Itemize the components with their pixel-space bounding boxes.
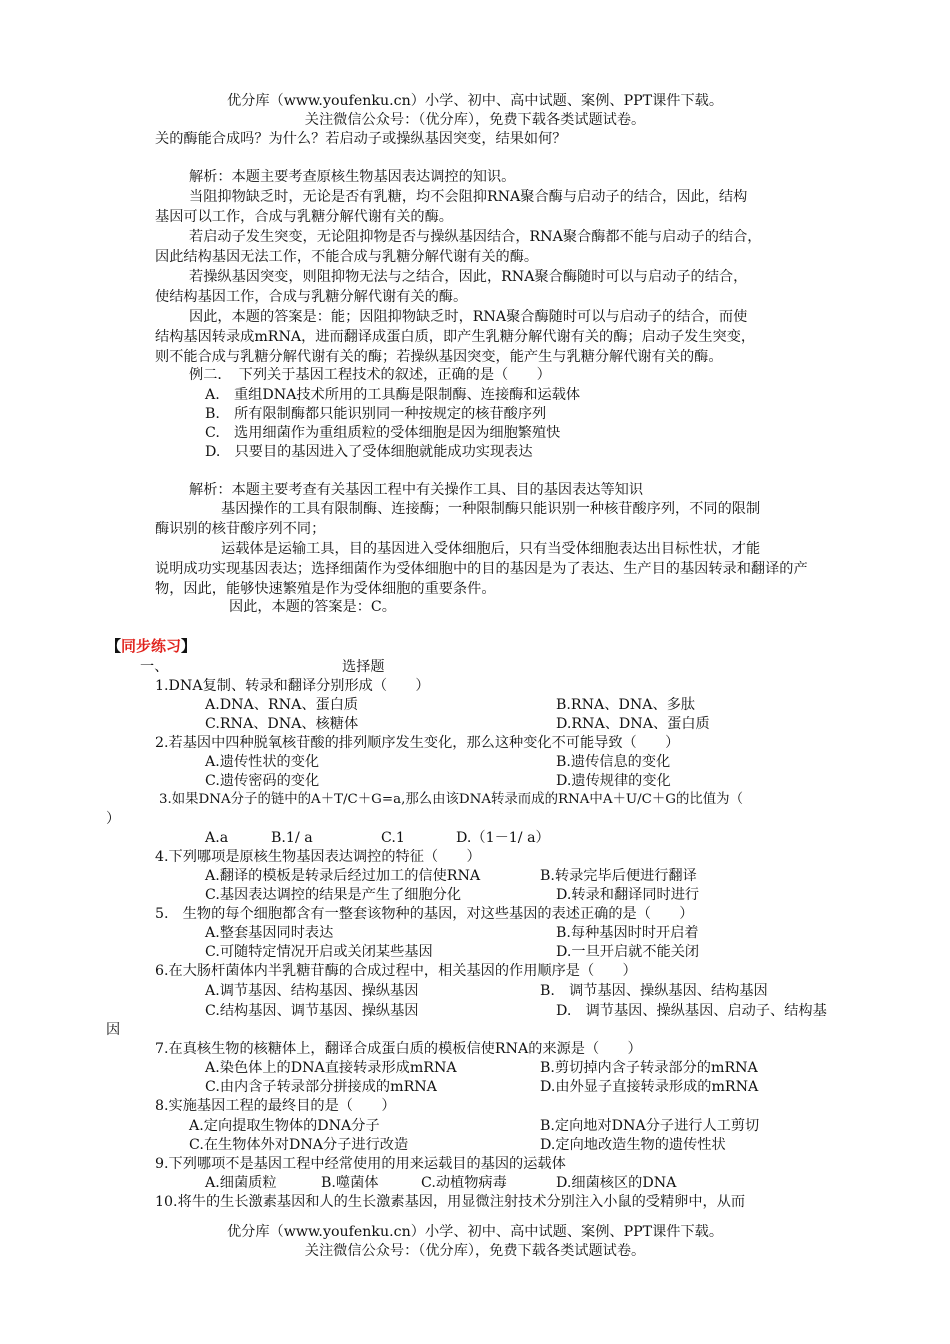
paragraph: 说明成功实现基因表达；选择细菌作为受体细胞中的目的基因是为了表达、生产目的基因转录和翻译的产 xyxy=(155,561,808,577)
option: D.遗传规律的变化 xyxy=(556,773,671,789)
example-option: A. 重组DNA技术所用的工具酶是限制酶、连接酶和运载体 xyxy=(205,387,581,403)
option: C.遗传密码的变化 xyxy=(205,773,320,789)
option: A.翻译的模板是转录后经过加工的信使RNA xyxy=(205,868,481,884)
page-footer-line2: 关注微信公众号：（优分库），免费下载各类试题试卷。 xyxy=(304,1243,646,1259)
option: A.定向提取生物体的DNA分子 xyxy=(189,1118,380,1134)
example-question: 例二． 下列关于基因工程技术的叙述，正确的是（ ） xyxy=(189,367,551,383)
bracket-open: 【 xyxy=(106,637,122,655)
option: D. 调节基因、操纵基因、启动子、结构基 xyxy=(556,1003,827,1019)
paragraph: 结构基因转录成mRNA，进而翻译成蛋白质，即产生乳糖分解代谢有关的酶；启动子发生突变， xyxy=(155,329,756,345)
question: 7.在真核生物的核糖体上，翻译合成蛋白质的模板信使RNA的来源是（ ） xyxy=(155,1041,642,1057)
option: B.遗传信息的变化 xyxy=(556,754,671,770)
paragraph: 因此结构基因无法工作，不能合成与乳糖分解代谢有关的酶。 xyxy=(155,249,539,265)
example-option: C. 选用细菌作为重组质粒的受体细胞是因为细胞繁殖快 xyxy=(205,425,561,441)
option: A.整套基因同时表达 xyxy=(205,925,334,941)
option: D.转录和翻译同时进行 xyxy=(556,887,700,903)
option: B.1/ a xyxy=(271,830,313,846)
option: C.动植物病毒 xyxy=(421,1175,507,1191)
option: C.结构基因、调节基因、操纵基因 xyxy=(205,1003,419,1019)
analysis-intro: 解析：本题主要考查原核生物基因表达调控的知识。 xyxy=(189,169,516,185)
section-number: 一、 xyxy=(140,659,169,675)
paragraph: 因此，本题的答案是：能；因阻抑物缺乏时，RNA聚合酶随时可以与启动子的结合，而使 xyxy=(189,309,748,325)
option-continuation: 因 xyxy=(106,1022,121,1038)
paragraph: 酶识别的核苷酸序列不同； xyxy=(155,521,326,537)
option: A.DNA、RNA、蛋白质 xyxy=(205,697,359,713)
question: 10.将牛的生长激素基因和人的生长激素基因，用显微注射技术分别注入小鼠的受精卵中，从而 xyxy=(155,1194,746,1210)
option: C.由内含子转录部分拼接成的mRNA xyxy=(205,1079,437,1095)
question: 4.下列哪项是原核生物基因表达调控的特征（ ） xyxy=(155,849,481,865)
option: C.在生物体外对DNA分子进行改造 xyxy=(189,1137,409,1153)
page-footer-line1: 优分库（www.youfenku.cn）小学、初中、高中试题、案例、PPT课件下载。 xyxy=(226,1224,724,1240)
option: D.RNA、DNA、蛋白质 xyxy=(556,716,710,732)
question: 3.如果DNA分子的链中的A＋T/C＋G=a,那么由该DNA转录而成的RNA中A＋U/C＋G的比值为（ xyxy=(159,792,743,807)
option: C.可随特定情况开启或关闭某些基因 xyxy=(205,944,433,960)
option: B.RNA、DNA、多肽 xyxy=(556,697,696,713)
paragraph: 物，因此，能够快速繁殖是作为受体细胞的重要条件。 xyxy=(155,581,496,597)
option: A.细菌质粒 xyxy=(205,1175,277,1191)
option: B.噬菌体 xyxy=(321,1175,379,1191)
option: D.一旦开启就不能关闭 xyxy=(556,944,700,960)
section-title-text: 同步练习 xyxy=(121,637,182,655)
question: 2.若基因中四种脱氧核苷酸的排列顺序发生变化，那么这种变化不可能导致（ ） xyxy=(155,735,680,751)
question: 5. 生物的每个细胞都含有一整套该物种的基因，对这些基因的表述正确的是（ ） xyxy=(155,906,694,922)
option: B.转录完毕后便进行翻译 xyxy=(540,868,697,884)
question-continuation: ） xyxy=(106,811,121,827)
option: D.（1－1/ a） xyxy=(456,830,550,846)
paragraph: 若操纵基因突变，则阻抑物无法与之结合，因此，RNA聚合酶随时可以与启动子的结合， xyxy=(189,269,748,285)
option: A.调节基因、结构基因、操纵基因 xyxy=(205,983,419,999)
paragraph: 运载体是运输工具，目的基因进入受体细胞后，只有当受体细胞表达出目标性状，才能 xyxy=(221,541,761,557)
option: A.染色体上的DNA直接转录形成mRNA xyxy=(205,1060,457,1076)
option: B. 调节基因、操纵基因、结构基因 xyxy=(540,983,768,999)
option: A.a xyxy=(205,830,229,846)
paragraph: 若启动子发生突变，无论阻抑物是否与操纵基因结合，RNA聚合酶都不能与启动子的结合， xyxy=(189,229,762,245)
option: C.RNA、DNA、核糖体 xyxy=(205,716,359,732)
option: D.细菌核区的DNA xyxy=(556,1175,677,1191)
option: D.定向地改造生物的遗传性状 xyxy=(540,1137,726,1153)
paragraph: 则不能合成与乳糖分解代谢有关的酶；若操纵基因突变，能产生与乳糖分解代谢有关的酶。 xyxy=(155,349,723,365)
bracket-close: 】 xyxy=(181,637,197,655)
question: 1.DNA复制、转录和翻译分别形成（ ） xyxy=(155,678,430,694)
section-name: 选择题 xyxy=(342,659,385,675)
option: B.定向地对DNA分子进行人工剪切 xyxy=(540,1118,760,1134)
analysis-intro: 解析：本题主要考查有关基因工程中有关操作工具、目的基因表达等知识 xyxy=(189,482,644,498)
option: C.1 xyxy=(381,830,405,846)
question: 8.实施基因工程的最终目的是（ ） xyxy=(155,1098,396,1114)
paragraph: 基因操作的工具有限制酶、连接酶；一种限制酶只能识别一种核苷酸序列，不同的限制 xyxy=(221,501,761,517)
option: B.每种基因时时开启着 xyxy=(556,925,699,941)
paragraph: 基因可以工作，合成与乳糖分解代谢有关的酶。 xyxy=(155,209,453,225)
paragraph: 关的酶能合成吗？为什么？若启动子或操纵基因突变，结果如何？ xyxy=(155,131,567,147)
page-header-line1: 优分库（www.youfenku.cn）小学、初中、高中试题、案例、PPT课件下载。 xyxy=(226,93,724,109)
paragraph: 当阻抑物缺乏时，无论是否有乳糖，均不会阻抑RNA聚合酶与启动子的结合，因此，结构 xyxy=(189,189,748,205)
section-title xyxy=(106,637,196,655)
option: B.剪切掉内含子转录部分的mRNA xyxy=(540,1060,758,1076)
paragraph: 使结构基因工作，合成与乳糖分解代谢有关的酶。 xyxy=(155,289,468,305)
question: 6.在大肠杆菌体内半乳糖苷酶的合成过程中，相关基因的作用顺序是（ ） xyxy=(155,963,637,979)
example-option: D. 只要目的基因进入了受体细胞就能成功实现表达 xyxy=(205,444,533,460)
option: C.基因表达调控的结果是产生了细胞分化 xyxy=(205,887,462,903)
example-option: B. 所有限制酶都只能识别同一种按规定的核苷酸序列 xyxy=(205,406,547,422)
answer: 因此，本题的答案是：C。 xyxy=(229,599,396,615)
option: D.由外显子直接转录形成的mRNA xyxy=(540,1079,759,1095)
page-header-line2: 关注微信公众号：（优分库），免费下载各类试题试卷。 xyxy=(304,112,646,128)
option: A.遗传性状的变化 xyxy=(205,754,320,770)
question: 9.下列哪项不是基因工程中经常使用的用来运载目的基因的运载体 xyxy=(155,1156,566,1172)
